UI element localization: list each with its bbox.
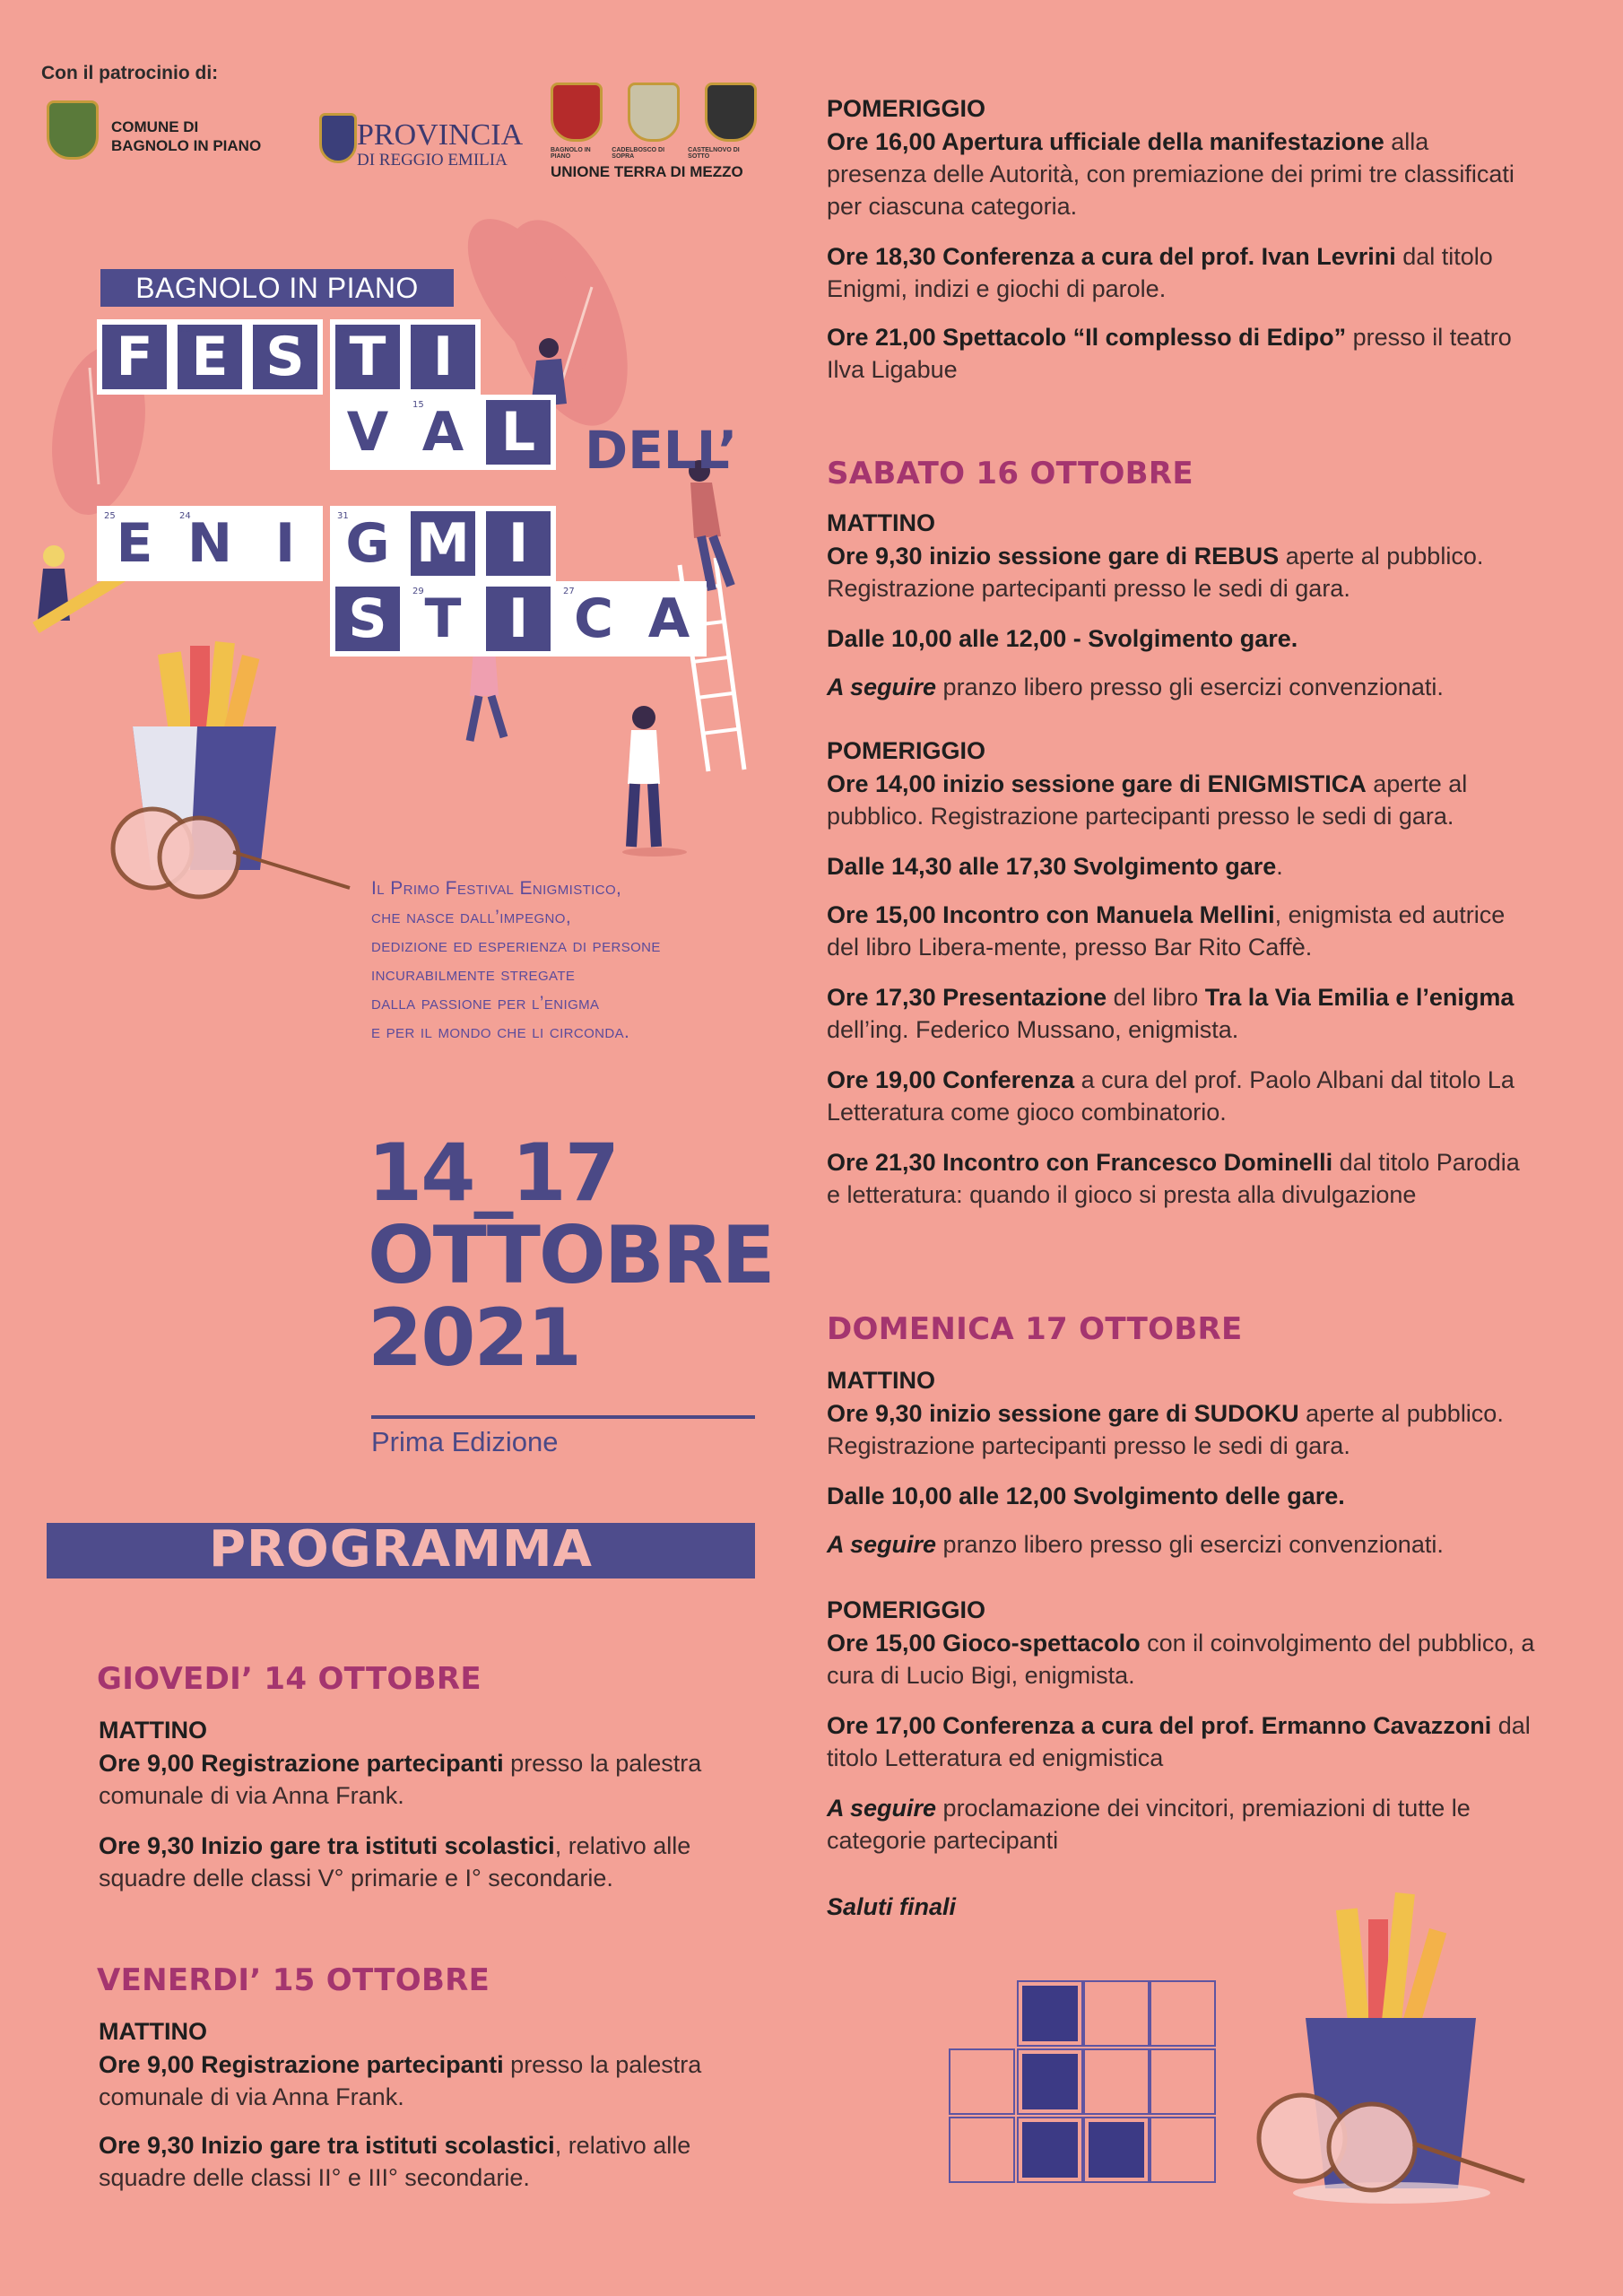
session-label: MATTINO (827, 509, 935, 536)
crossword-tile: V (330, 395, 405, 470)
crossword-tile: I (481, 581, 556, 657)
event-item: Ore 17,30 Presentazione del libro Tra la Via Emilia e l’enigma dell’ing. Federico Mussano, enigmista. (827, 984, 1515, 1043)
crossword-tile: I (481, 506, 556, 581)
cadelbosco-crest-icon (628, 83, 680, 142)
dell-word: DELL’ (585, 420, 738, 481)
crossword-tile: T (330, 319, 405, 395)
festival-year: 2021 (368, 1292, 580, 1384)
crossword-tile: S (330, 581, 405, 657)
session-label: MATTINO (99, 1717, 207, 1744)
tile-number: 25 (104, 511, 116, 521)
event-item: Ore 9,00 Registrazione partecipanti presso la palestra comunale di via Anna Frank. (99, 2051, 702, 2110)
pencil-cup-icon (1237, 1883, 1533, 2206)
session-label: POMERIGGIO (827, 1596, 986, 1623)
crossword-tile: N (172, 506, 247, 581)
closing-text: Saluti finali (827, 1893, 957, 1920)
event-item: Ore 18,30 Conferenza a cura del prof. Ivan Levrini dal titolo Enigmi, indizi e giochi di parole. (827, 243, 1493, 302)
event-item: Ore 9,00 Registrazione partecipanti presso la palestra comunale di via Anna Frank. (99, 1750, 702, 1809)
crossword-tile: E (172, 319, 247, 395)
programma-title: PROGRAMMA (209, 1520, 593, 1578)
crossword-grid-decoration (949, 1980, 1236, 2188)
tile-number: 24 (179, 511, 191, 521)
crossword-tile: E (97, 506, 172, 581)
day-heading-giovedi: GIOVEDI’ 14 OTTOBRE (97, 1661, 482, 1697)
event-item: Dalle 10,00 alle 12,00 Svolgimento delle gare. (827, 1483, 1345, 1509)
festival-tagline: Il Primo Festival Enigmistico, che nasce dall’impegno, dedizione ed esperienza di persone incurabilmente stregate dalla passione per l’enigma e per il mondo che li circonda. (371, 878, 661, 1042)
crossword-tile: C (556, 581, 631, 657)
festival-dates: 14_17 (368, 1126, 618, 1219)
event-item: Ore 9,30 inizio sessione gare di SUDOKU aperte al pubblico. Registrazione partecipanti presso le sedi di gara. (827, 1400, 1504, 1459)
crossword-tile: T (405, 581, 481, 657)
day-heading-sabato: SABATO 16 OTTOBRE (827, 456, 1193, 491)
session-label: MATTINO (99, 2018, 207, 2045)
town-label: BAGNOLO IN PIANO (551, 147, 591, 160)
day-heading-venerdi: VENERDI’ 15 OTTOBRE (97, 1962, 490, 1998)
crossword-tile: S (247, 319, 323, 395)
edition-label: Prima Edizione (371, 1426, 559, 1457)
crossword-tile: A (405, 395, 481, 470)
session-label: MATTINO (827, 1367, 935, 1394)
unione-logo (551, 83, 766, 181)
castelnovo-crest-icon (705, 83, 757, 142)
event-item: Ore 15,00 Gioco-spettacolo con il coinvolgimento del pubblico, a cura di Lucio Bigi, enigmista. (827, 1630, 1535, 1689)
event-item: Dalle 10,00 alle 12,00 - Svolgimento gare. (827, 625, 1298, 652)
day-heading-domenica: DOMENICA 17 OTTOBRE (827, 1311, 1243, 1347)
event-item: A seguire pranzo libero presso gli esercizi convenzionati. (827, 674, 1444, 700)
bagnolo-crest-icon (551, 83, 603, 142)
festival-month: OTTOBRE (368, 1209, 774, 1301)
event-item: Ore 21,30 Incontro con Francesco Dominelli dal titolo Parodia e letteratura: quando il gioco si presta alla divulgazione (827, 1149, 1520, 1208)
crossword-tile: I (405, 319, 481, 395)
crossword-tile: F (97, 319, 172, 395)
crossword-tile: A (631, 581, 707, 657)
session-label: POMERIGGIO (827, 95, 986, 122)
event-item: Ore 14,00 inizio sessione gare di ENIGMISTICA aperte al pubblico. Registrazione partecipanti presso le sedi di gara. (827, 770, 1468, 830)
provincia-logo-text: PROVINCIA DI REGGIO EMILIA (357, 118, 524, 170)
unione-label: UNIONE TERRA DI MEZZO (551, 163, 743, 180)
event-item: Ore 17,00 Conferenza a cura del prof. Ermanno Cavazzoni dal titolo Letteratura ed enigmistica (827, 1712, 1531, 1771)
town-label: CADELBOSCO DI SOPRA (612, 147, 665, 160)
tile-number: 13 (179, 325, 191, 335)
tile-number: 29 (412, 587, 424, 596)
tile-number: 31 (337, 511, 349, 521)
divider (371, 1415, 755, 1419)
event-item: Ore 15,00 Incontro con Manuela Mellini, enigmista ed autrice del libro Libera-mente, presso Bar Rito Caffè. (827, 901, 1506, 961)
event-item: Ore 19,00 Conferenza a cura del prof. Paolo Albani dal titolo La Letteratura come gioco combinatorio. (827, 1066, 1515, 1126)
event-item: Ore 9,30 Inizio gare tra istituti scolastici, relativo alle squadre delle classi II° e III° secondarie. (99, 2132, 691, 2191)
town-label: CASTELNOVO DI SOTTO (688, 147, 740, 160)
event-item: Ore 16,00 Apertura ufficiale della manifestazione alla presenza delle Autorità, con premiazione dei primi tre classificati per ciascuna categoria. (827, 128, 1515, 220)
event-item: Ore 21,00 Spettacolo “Il complesso di Edipo” presso il teatro Ilva Ligabue (827, 324, 1512, 383)
event-item: Ore 9,30 inizio sessione gare di REBUS aperte al pubblico. Registrazione partecipanti presso le sedi di gara. (827, 543, 1484, 602)
tile-number: 16 (337, 325, 349, 335)
comune-logo-text: COMUNE DI BAGNOLO IN PIANO (111, 118, 262, 154)
tile-number: 27 (563, 587, 575, 596)
crossword-tile: L (481, 395, 556, 470)
patronage-label: Con il patrocinio di: (41, 63, 219, 83)
crossword-tile: G (330, 506, 405, 581)
tile-number: 15 (412, 400, 424, 410)
crossword-tile: M (405, 506, 481, 581)
tile-number: 17 (412, 325, 424, 335)
provincia-crest-icon (319, 113, 357, 168)
comune-crest-icon (47, 100, 99, 164)
event-item: A seguire pranzo libero presso gli esercizi convenzionati. (827, 1531, 1444, 1558)
event-item: Ore 9,30 Inizio gare tra istituti scolastici, relativo alle squadre delle classi V° primarie e I° secondarie. (99, 1832, 691, 1892)
event-item: Dalle 14,30 alle 17,30 Svolgimento gare. (827, 853, 1283, 880)
session-label: POMERIGGIO (827, 737, 986, 764)
town-banner: BAGNOLO IN PIANO (100, 269, 454, 307)
crossword-tile: I (247, 506, 323, 581)
event-item: A seguire proclamazione dei vincitori, premiazioni di tutte le categorie partecipanti (827, 1795, 1471, 1854)
